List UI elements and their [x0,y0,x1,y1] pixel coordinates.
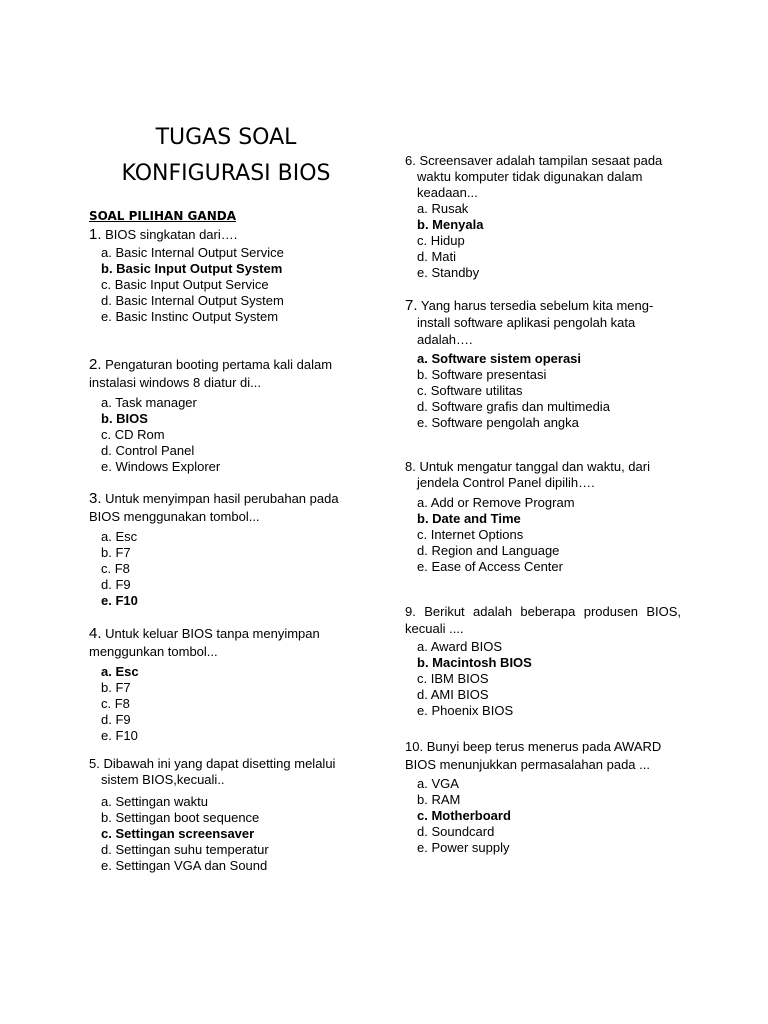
option-d: d. Control Panel [101,443,195,458]
option-c: c. Software utilitas [417,383,523,398]
option-a: a. Software sistem operasi [417,351,582,366]
question-8 [405,459,675,575]
option-d: d. Software grafis dan multimedia [417,399,610,414]
option-d: d. AMI BIOS [417,687,489,702]
question-3 [89,490,359,609]
option-c: c. Internet Options [417,527,524,542]
option-a: a. Esc [101,529,138,544]
question-4 [89,625,349,744]
options [417,351,675,431]
question-stem: 10. Bunyi beep terus menerus pada AWARD BIOS menunjukkan permasalahan pada ... [405,739,662,772]
option-a: a. Esc [101,664,139,679]
option-b: b. Settingan boot sequence [101,810,260,825]
option-c: c. Basic Input Output Service [101,277,269,292]
option-e: e. Basic Instinc Output System [101,309,279,324]
question-1 [89,227,369,325]
question-stem: 6. Screensaver adalah tampilan sesaat pada waktu komputer tidak digunakan dalam keadaan... [405,153,663,200]
option-d: d. F9 [101,712,131,727]
option-c: c. F8 [101,696,130,711]
options [417,776,681,856]
question-9 [405,603,681,719]
question-stem: 9. Berikut adalah beberapa produsen BIOS, kecuali .... [405,604,681,636]
question-stem: 1. BIOS singkatan dari…. [89,226,238,243]
question-stem: 8. Untuk mengatur tanggal dan waktu, dari jendela Control Panel dipilih…. [405,459,650,490]
option-b: b. Date and Time [417,511,521,526]
question-stem: 7. Yang harus tersedia sebelum kita meng-install software aplikasi pengolah kata adalah…. [405,297,654,347]
page-subtitle: KONFIGURASI BIOS [121,161,331,186]
question-stem: 5. Dibawah ini yang dapat disetting melalui sistem BIOS,kecuali.. [89,756,336,787]
question-2 [89,356,354,475]
option-e: e. Standby [417,265,480,280]
option-a: a. VGA [417,776,459,791]
options [101,395,354,475]
options [101,794,354,874]
question-5 [89,756,354,874]
section-heading: SOAL PILIHAN GANDA [89,209,236,223]
option-d: d. Basic Internal Output System [101,293,284,308]
option-a: a. Add or Remove Program [417,495,575,510]
question-6 [405,153,685,281]
option-b: b. Software presentasi [417,367,547,382]
options [417,201,685,281]
option-d: d. F9 [101,577,131,592]
options [417,639,681,719]
option-c: c. F8 [101,561,130,576]
options [417,495,675,575]
options [101,245,369,325]
option-a: a. Basic Internal Output Service [101,245,284,260]
question-7 [405,297,675,431]
option-e: e. Phoenix BIOS [417,703,514,718]
option-c: c. Motherboard [417,808,511,823]
question-stem: 4. Untuk keluar BIOS tanpa menyimpan menggunkan tombol... [89,625,320,659]
options [101,664,349,744]
options [101,529,359,609]
option-d: d. Settingan suhu temperatur [101,842,269,857]
option-b: b. F7 [101,680,131,695]
option-b: b. F7 [101,545,131,560]
option-e: e. F10 [101,728,138,743]
option-e: e. Power supply [417,840,510,855]
option-d: d. Mati [417,249,457,264]
option-e: e. Ease of Access Center [417,559,563,574]
page-title: TUGAS SOAL [155,125,297,150]
question-stem: 3. Untuk menyimpan hasil perubahan pada BIOS menggunakan tombol... [89,490,339,524]
option-c: c. IBM BIOS [417,671,489,686]
option-c: c. CD Rom [101,427,165,442]
option-c: c. Hidup [417,233,465,248]
option-b: b. Basic Input Output System [101,261,283,276]
option-a: a. Award BIOS [417,639,503,654]
option-b: b. Macintosh BIOS [417,655,532,670]
option-c: c. Settingan screensaver [101,826,255,841]
option-b: b. BIOS [101,411,148,426]
option-e: e. F10 [101,593,138,608]
option-b: b. Menyala [417,217,484,232]
option-d: d. Region and Language [417,543,560,558]
option-e: e. Settingan VGA dan Sound [101,858,268,873]
option-a: a. Rusak [417,201,469,216]
question-stem: 2. Pengaturan booting pertama kali dalam instalasi windows 8 diatur di... [89,356,333,390]
option-e: e. Windows Explorer [101,459,221,474]
option-e: e. Software pengolah angka [417,415,579,430]
option-d: d. Soundcard [417,824,495,839]
question-10 [405,738,681,856]
option-a: a. Task manager [101,395,197,410]
option-a: a. Settingan waktu [101,794,208,809]
option-b: b. RAM [417,792,461,807]
